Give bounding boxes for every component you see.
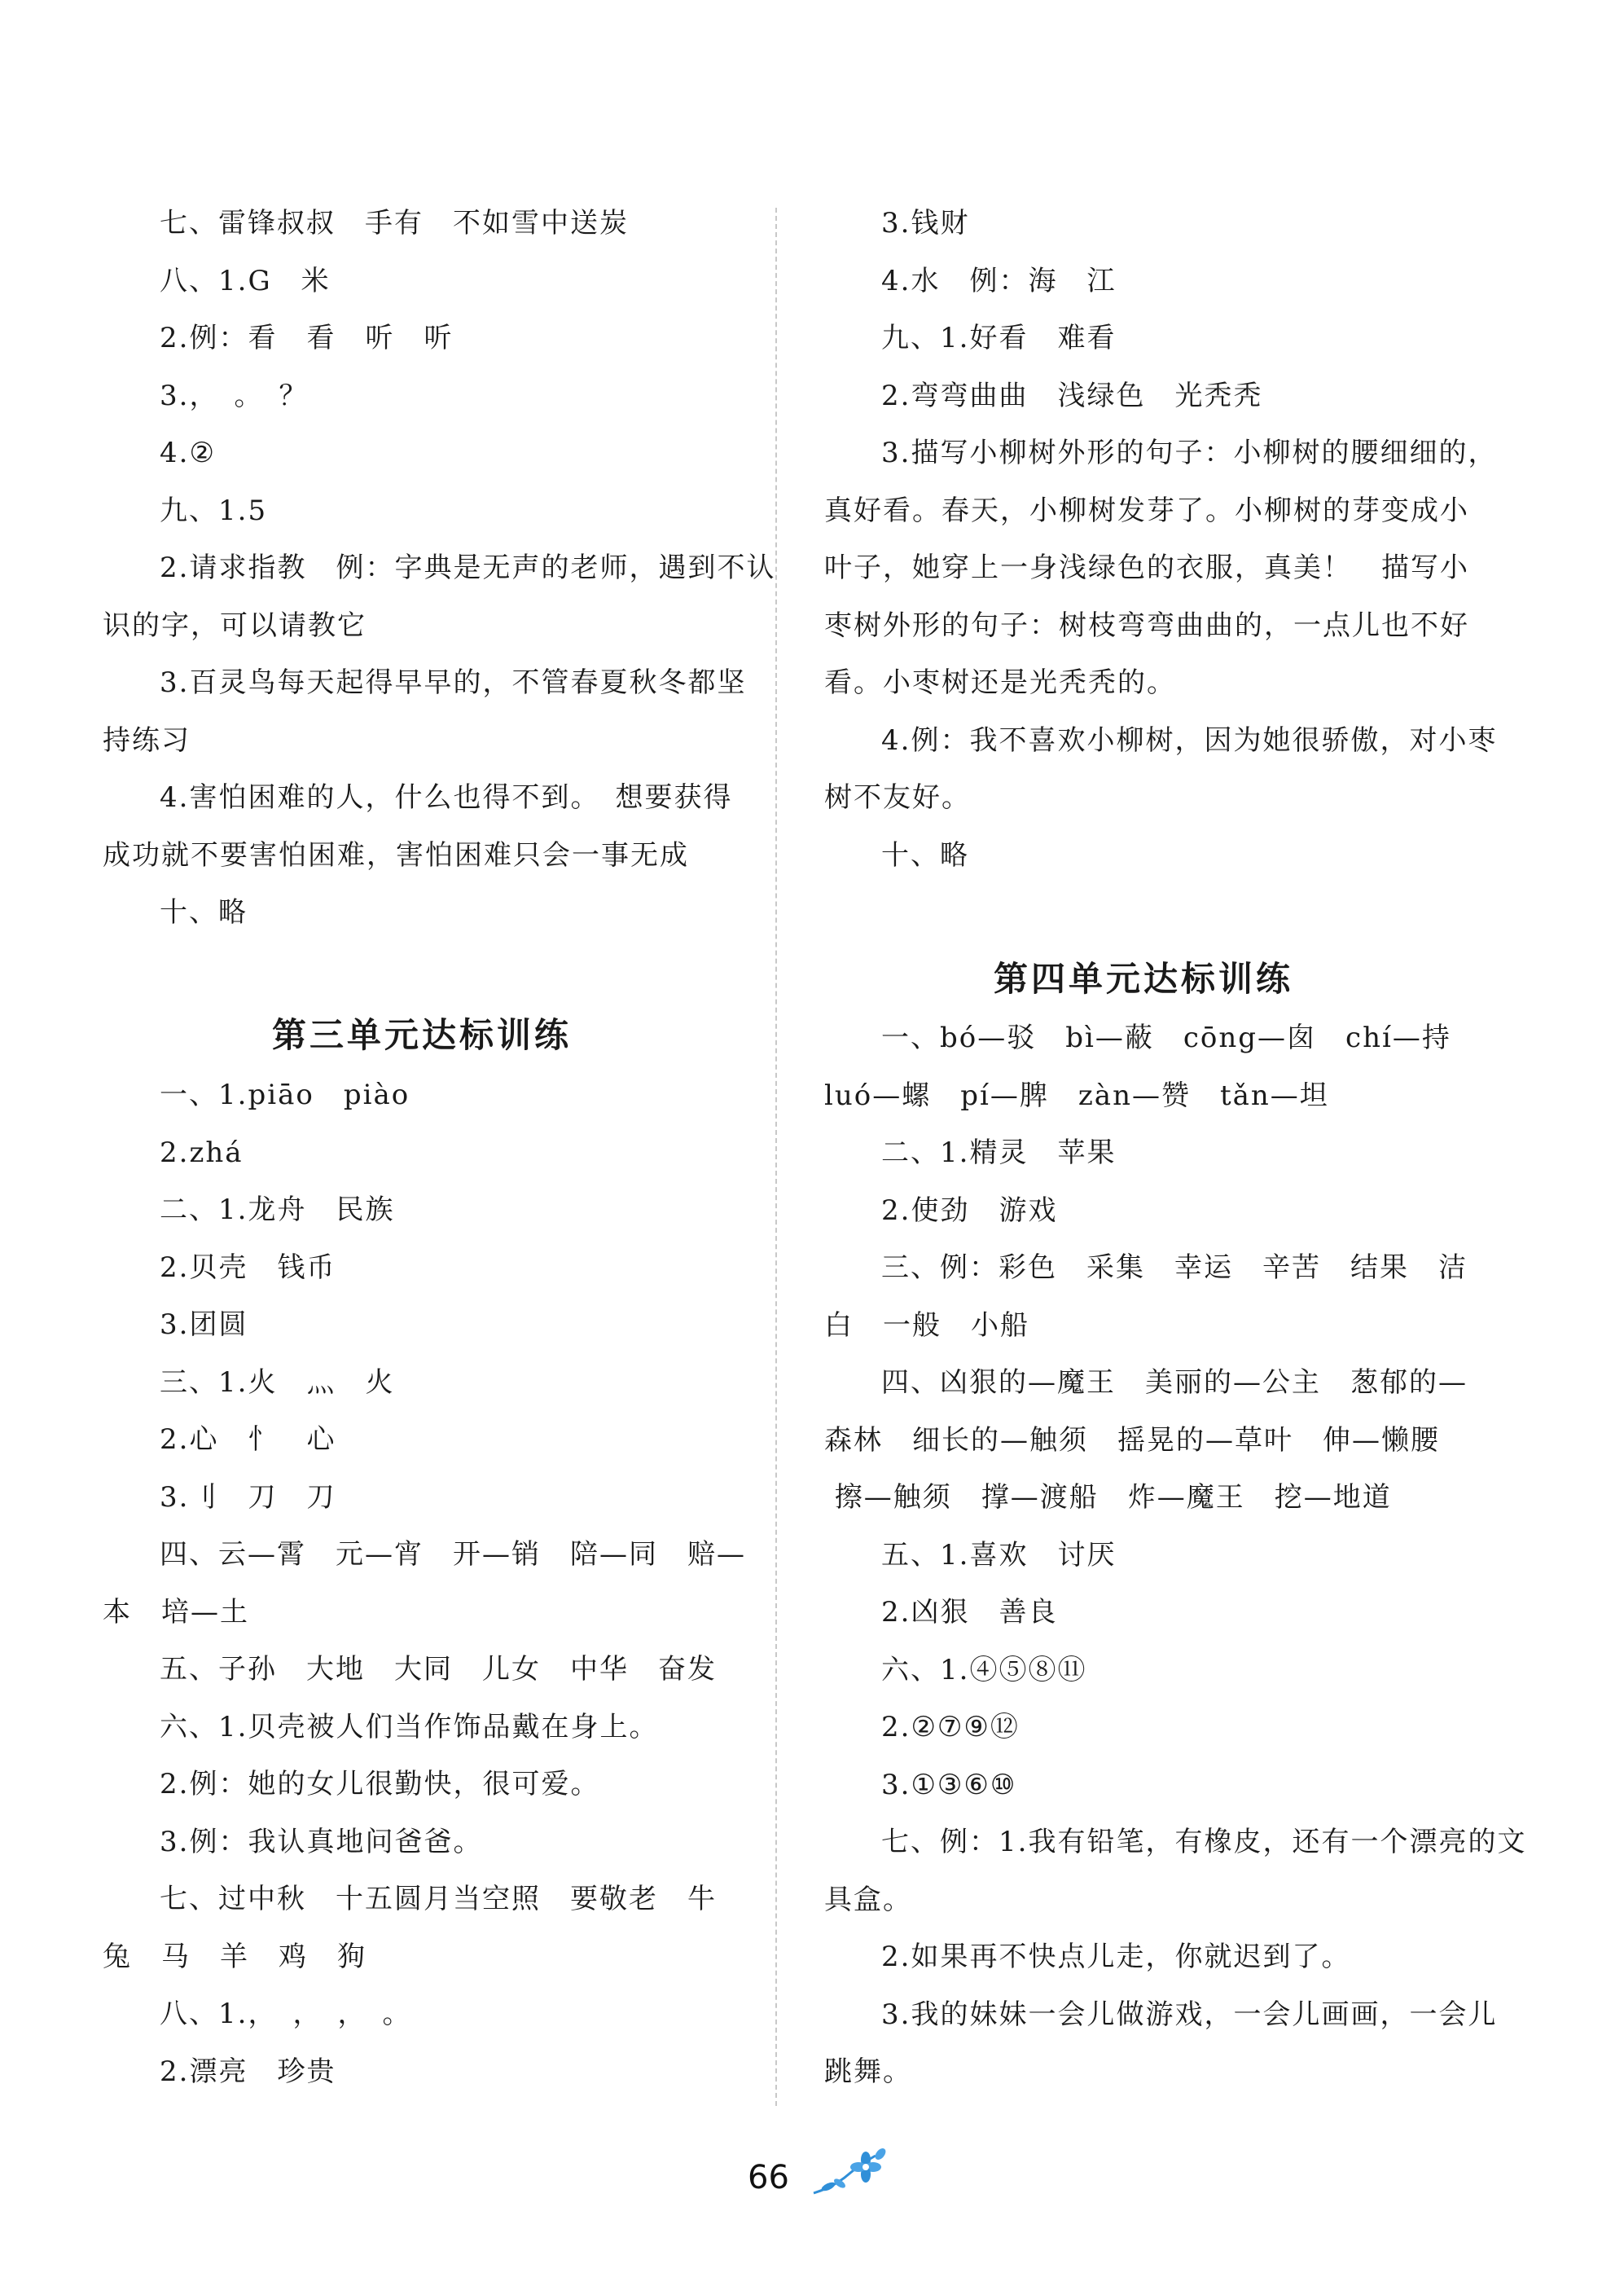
answer-line: 2.例：她的女儿很勤快，很可爱。 (160, 1768, 600, 1800)
answer-line: 四、凶狠的—魔王 美丽的—公主 葱郁的— (881, 1366, 1468, 1399)
answer-line: 3.团圆 (160, 1308, 248, 1341)
answer-line: 叶子，她穿上一身浅绿色的衣服，真美！ 描写小 (824, 552, 1469, 584)
answer-line: 3.钱财 (881, 207, 970, 240)
answer-line: 3.刂 刀 刀 (160, 1480, 336, 1514)
answer-line: 六、1.贝壳被人们当作饰品戴在身上。 (160, 1710, 659, 1743)
answer-line: 2.心 忄 心 (160, 1423, 336, 1456)
answer-line: 二、1.精灵 苹果 (881, 1136, 1117, 1169)
answer-line: 3.我的妹妹一会儿做游戏，一会儿画画，一会儿 (881, 1998, 1498, 2031)
answer-line: 2.贝壳 钱币 (160, 1251, 336, 1284)
answer-line: 持练习 (103, 723, 191, 757)
answer-line: 五、1.喜欢 讨厌 (881, 1538, 1117, 1572)
answer-line: 2.弯弯曲曲 浅绿色 光秃秃 (881, 379, 1263, 412)
answer-line: 3.， 。 ？ (160, 379, 309, 412)
section-title: 第三单元达标训练 (271, 1015, 572, 1055)
answer-line: 七、例：1.我有铅笔，有橡皮，还有一个漂亮的文 (881, 1826, 1527, 1858)
answer-line: 十、略 (881, 838, 969, 872)
answer-line: 七、雷锋叔叔 手有 不如雪中送炭 (160, 207, 629, 240)
answer-line: 2.②⑦⑨⑫ (881, 1711, 1020, 1743)
answer-line: 八、1.， ， ， 。 (160, 1998, 412, 2030)
answer-line: 3.①③⑥⑩ (881, 1768, 1017, 1801)
answer-line: 识的字，可以请教它 (103, 609, 366, 642)
answer-line: 七、过中秋 十五圆月当空照 要敬老 牛 (160, 1883, 717, 1915)
answer-line: 2.zhá (160, 1136, 244, 1169)
answer-line: 2.例：看 看 听 听 (160, 322, 454, 354)
answer-line: 白 一般 小船 (824, 1308, 1029, 1342)
answer-line: 4.② (160, 437, 216, 469)
answer-line: 2.请求指教 例：字典是无声的老师，遇到不认 (160, 552, 776, 584)
answer-line: 2.凶狠 善良 (881, 1596, 1058, 1629)
answer-line: 具盒。 (824, 1883, 912, 1916)
page-number: 66 (748, 2159, 789, 2196)
answer-line: luó—螺 pí—脾 zàn—赞 tǎn—坦 (824, 1079, 1329, 1112)
flower-icon (810, 2146, 892, 2203)
answer-line: 八、1.G 米 (160, 264, 331, 297)
answer-line: 4.害怕困难的人，什么也得不到。 想要获得 (160, 781, 733, 814)
answer-line: 十、略 (160, 896, 248, 929)
answer-line: 本 培—土 (103, 1595, 249, 1629)
answer-line: 三、例：彩色 采集 幸运 辛苦 结果 洁 (881, 1251, 1468, 1284)
answer-line: 2.使劲 游戏 (881, 1194, 1058, 1227)
answer-line: 九、1.5 (160, 494, 268, 527)
answer-line: 看。小枣树还是光秃秃的。 (824, 666, 1176, 699)
answer-line: 4.水 例：海 江 (881, 264, 1117, 297)
answer-line: 一、1.piāo piào (160, 1079, 410, 1111)
answer-line: 成功就不要害怕困难，害怕困难只会一事无成 (103, 838, 689, 872)
answer-line: 三、1.火 灬 火 (160, 1365, 395, 1399)
answer-line: 树不友好。 (824, 781, 971, 814)
column-divider (775, 208, 777, 2106)
answer-line: 六、1.④⑤⑧⑪ (881, 1653, 1087, 1686)
answer-line: 2.漂亮 珍贵 (160, 2055, 336, 2088)
answer-line: 一、bó—驳 bì—蔽 cōng—囱 chí—持 (881, 1022, 1451, 1054)
answer-line: 九、1.好看 难看 (881, 322, 1117, 354)
answer-line: 3.描写小柳树外形的句子：小柳树的腰细细的， (881, 437, 1498, 469)
answer-line: 四、云—霄 元—宵 开—销 陪—同 赔— (160, 1538, 746, 1571)
answer-line: 擦—触须 撑—渡船 炸—魔王 挖—地道 (824, 1481, 1392, 1514)
answer-line: 森林 细长的—触须 摇晃的—草叶 伸—懒腰 (824, 1423, 1440, 1457)
answer-line: 真好看。春天，小柳树发芽了。小柳树的芽变成小 (824, 494, 1469, 527)
answer-line: 3.百灵鸟每天起得早早的，不管春夏秋冬都坚 (160, 666, 747, 699)
answer-line: 枣树外形的句子：树枝弯弯曲曲的，一点儿也不好 (824, 609, 1469, 642)
answer-line: 兔 马 羊 鸡 狗 (103, 1940, 366, 1973)
answer-line: 五、子孙 大地 大同 儿女 中华 奋发 (160, 1653, 717, 1686)
answer-line: 3.例：我认真地问爸爸。 (160, 1825, 483, 1858)
answer-line: 二、1.龙舟 民族 (160, 1194, 395, 1226)
answer-line: 2.如果再不快点儿走，你就迟到了。 (881, 1941, 1351, 1973)
section-title: 第四单元达标训练 (993, 959, 1293, 999)
answer-line: 跳舞。 (824, 2055, 912, 2088)
answer-line: 4.例：我不喜欢小柳树，因为她很骄傲，对小枣 (881, 723, 1498, 757)
